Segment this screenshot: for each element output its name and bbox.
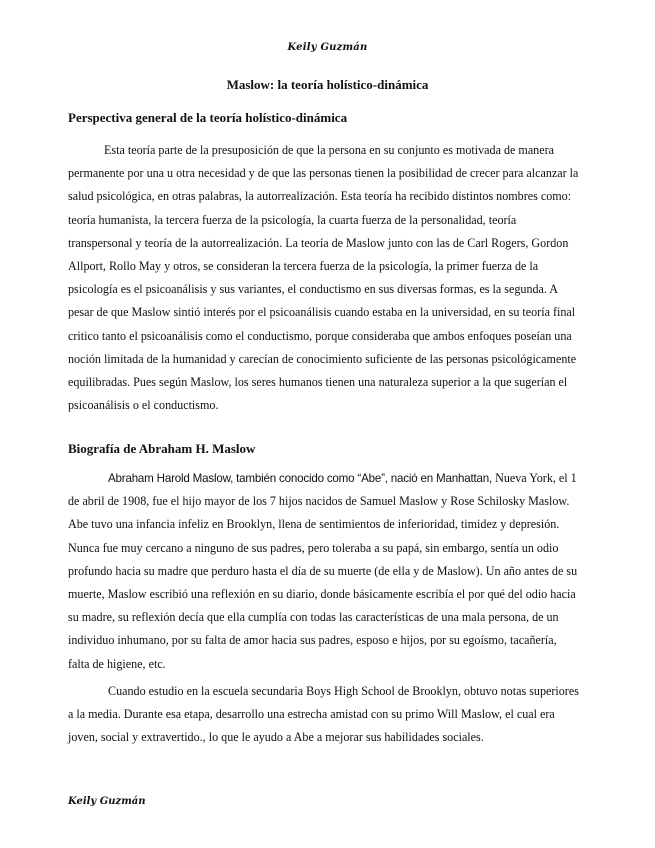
header-author: Keily Guzmán bbox=[287, 42, 368, 53]
paragraph-biography-lead: Abraham Harold Maslow, también conocido como “Abe”, nació en Manhattan, bbox=[108, 472, 493, 485]
section-heading-biography: Biografía de Abraham H. Maslow bbox=[68, 441, 256, 456]
paragraph-overview: Esta teoría parte de la presuposición de que la persona en su conjunto es motivada de manera permanente por una u otra necesidad y de que las personas tienen la posibilidad de crecer para alcanzar la salud psicológica, en otras palabras, la autorrealización. Esta teoría ha recibido distintos nombres como: teoría humanista, la tercera fuerza de la psicología, la cuarta fuerza de la personalidad, teoría transpersonal y teoría de la autorrealización. La teoría de Maslow junto con las de Carl Rogers, Gordon Allport, Rollo May y otros, se consideran la tercera fuerza de la psicología, la primer fuerza de la psicología es el psicoanálisis y sus variantes, el conductismo en sus diversas formas, es la segunda. A pesar de que Maslow sintió interés por el psicoanálisis cuando estaba en la universidad, en su teoría final critico tanto el psicoanálisis como el conductismo, porque consideraba que ambos enfoques poseían una noción limitada de la humanidad y carecían de conocimiento suficiente de las personas psicológicamente equilibradas. Pues según Maslow, los seres humanos tienen una naturaleza superior a la que sugerían el psicoanálisis o el conductismo. bbox=[68, 143, 579, 413]
paragraph-biography bbox=[68, 467, 580, 676]
footer-author: Keily Guzmán bbox=[68, 796, 146, 807]
paragraph-school: Cuando estudio en la escuela secundaria Boys High School de Brooklyn, obtuvo notas superiores a la media. Durante esa etapa, desarrollo una estrecha amistad con su primo Will Maslow, el cual era joven, social y extravertido., lo que le ayudo a Abe a mejorar sus habilidades sociales. bbox=[68, 684, 579, 745]
document-title: Maslow: la teoría holístico-dinámica bbox=[226, 77, 429, 92]
section-heading-overview: Perspectiva general de la teoría holístico-dinámica bbox=[68, 110, 348, 125]
paragraph-biography-rest: Nueva York, el 1 de abril de 1908, fue el hijo mayor de los 7 hijos nacidos de Samuel Maslow y Rose Schilosky Maslow. Abe tuvo una infancia infeliz en Brooklyn, llena de sentimientos de inferioridad, timidez y depresión. Nunca fue muy cercano a ninguno de sus padres, pero toleraba a su papá, sin embargo, sentía un odio profundo hacia su madre que perduro hasta el día de su muerte (de ella y de Maslow). Un año antes de su muerte, Maslow escribió una reflexión en su diario, donde básicamente escribía el por qué del odio hacia su madre, su reflexión decía que ella cumplía con todas las características de una mala persona, de un individuo inhumano, por su falta de amor hacia sus padres, esposo e hijos, por su egoísmo, tacañería, falta de higiene, etc. bbox=[68, 471, 578, 671]
